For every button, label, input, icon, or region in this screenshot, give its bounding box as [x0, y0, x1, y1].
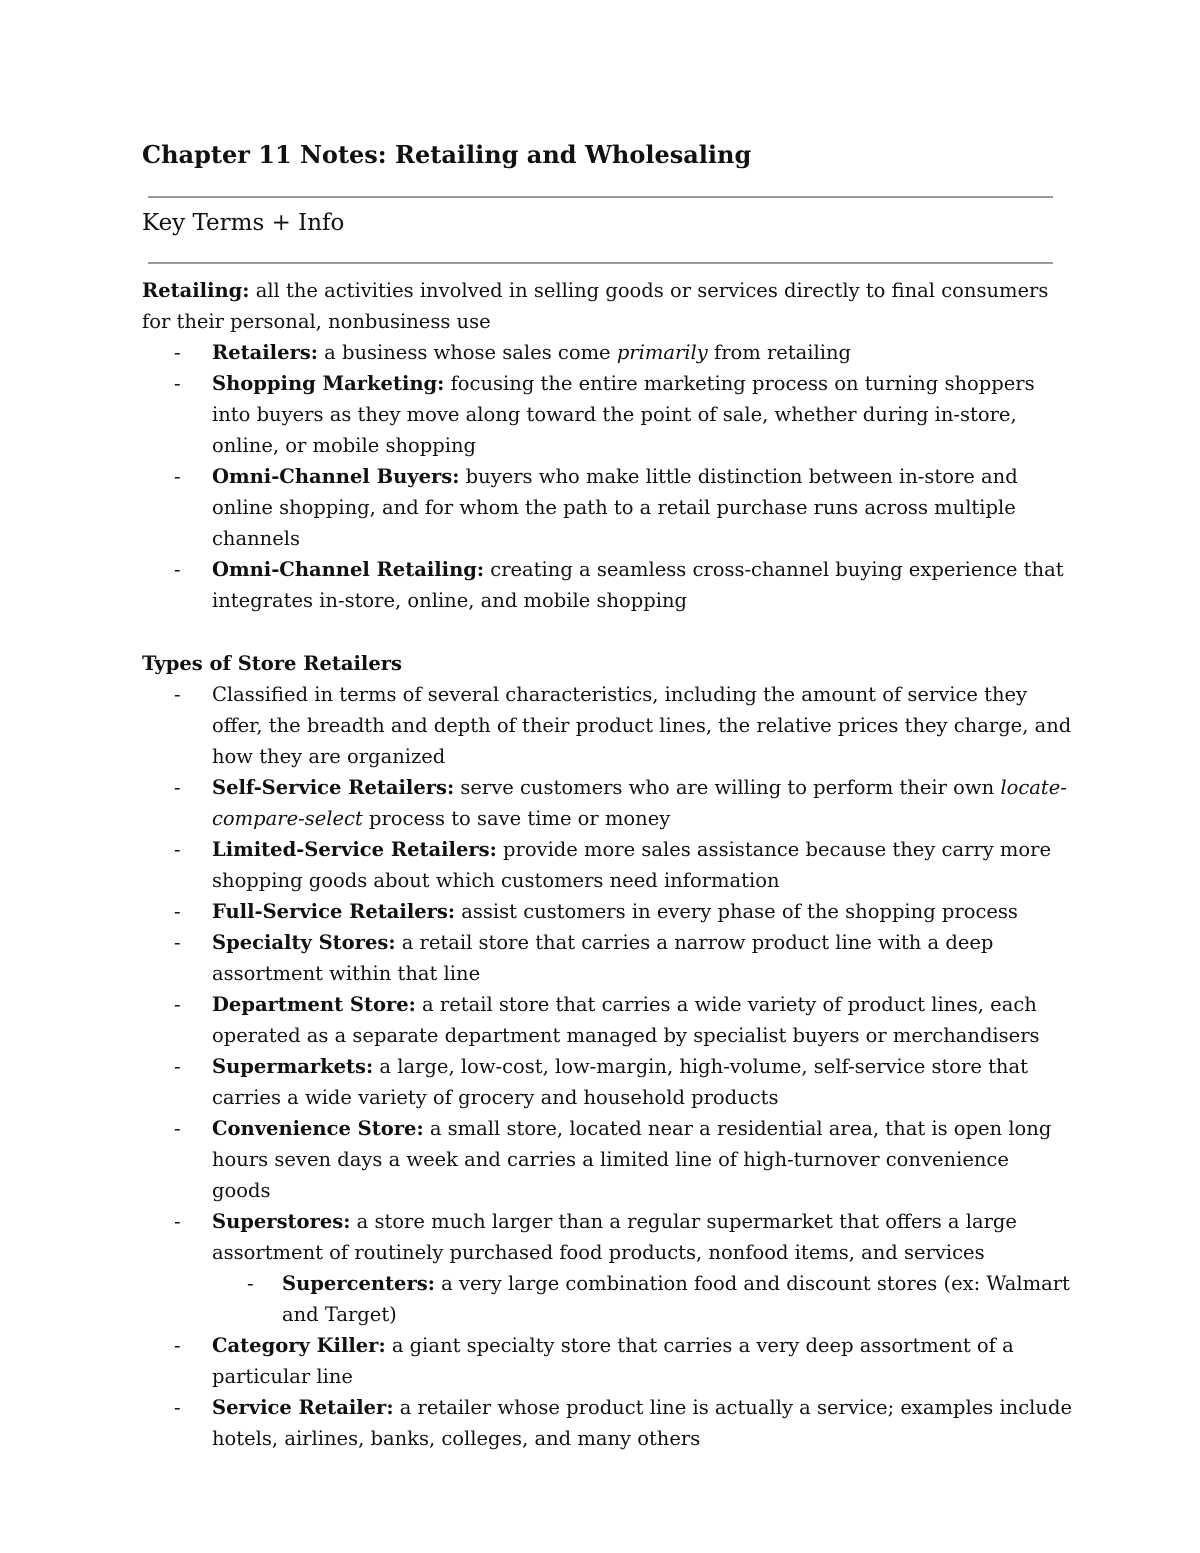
list-item — [142, 461, 1072, 554]
list-item — [142, 1051, 1072, 1113]
dash-bullet: - — [174, 1210, 181, 1233]
term-label: Omni-Channel Buyers: — [212, 465, 460, 488]
dash-bullet: - — [174, 931, 181, 954]
list-item — [142, 554, 1072, 616]
list-item — [212, 1268, 1072, 1330]
term-definition: a business whose sales come — [317, 341, 617, 364]
dash-bullet: - — [174, 341, 181, 364]
term-label: Omni-Channel Retailing: — [212, 558, 485, 581]
term-label: Retailing: — [142, 279, 250, 302]
list-item — [142, 337, 1072, 368]
term-definition: a large, low-cost, low-margin, high-volume, self-service store that carries a wide variety of grocery and household products — [212, 1055, 1028, 1109]
term-label: Supercenters: — [282, 1272, 435, 1295]
emphasis-text: locate-compare-select — [212, 776, 1067, 830]
list-item-text: Classified in terms of several characteristics, including the amount of service they offer, the breadth and depth of their product lines, the relative prices they charge, and how they are organized — [212, 683, 1072, 768]
section-heading: Types of Store Retailers — [142, 652, 402, 675]
dash-bullet: - — [174, 465, 181, 488]
dash-bullet: - — [174, 1117, 181, 1140]
emphasis-text: primarily — [616, 341, 708, 364]
list-item — [142, 368, 1072, 461]
list-item — [142, 927, 1072, 989]
document-body — [142, 275, 1072, 1454]
dash-bullet: - — [174, 372, 181, 395]
term-definition: a store much larger than a regular supermarket that offers a large assortment of routinely purchased food products, nonfood items, and services — [212, 1210, 1017, 1264]
term-definition: assist customers in every phase of the shopping process — [455, 900, 1018, 923]
term-label: Retailers: — [212, 341, 318, 364]
horizontal-rule — [148, 262, 1053, 264]
dash-bullet: - — [174, 1055, 181, 1078]
term-definition: creating a seamless cross-channel buying experience that integrates in-store, online, and mobile shopping — [212, 558, 1064, 612]
term-definition: provide more sales assistance because they carry more shopping goods about which customers need information — [212, 838, 1052, 892]
term-definition: a retailer whose product line is actually a service; examples include hotels, airlines, banks, colleges, and many others — [212, 1396, 1072, 1450]
list-item — [142, 896, 1072, 927]
dash-bullet: - — [174, 683, 181, 706]
term-definition: a retail store that carries a wide variety of product lines, each operated as a separate department managed by specialist buyers or merchandisers — [212, 993, 1040, 1047]
retailing-terms-list — [142, 337, 1072, 616]
list-item — [142, 1330, 1072, 1392]
term-label: Shopping Marketing: — [212, 372, 445, 395]
list-item — [142, 1113, 1072, 1206]
horizontal-rule — [148, 196, 1053, 198]
term-definition: buyers who make little distinction between in-store and online shopping, and for whom the path to a retail purchase runs across multiple channels — [212, 465, 1018, 550]
term-definition: serve customers who are willing to perform their own — [454, 776, 1001, 799]
dash-bullet: - — [174, 558, 181, 581]
term-definition: a retail store that carries a narrow product line with a deep assortment within that line — [212, 931, 994, 985]
dash-bullet: - — [174, 1334, 181, 1357]
term-label: Category Killer: — [212, 1334, 386, 1357]
retailing-definition — [142, 275, 1072, 337]
term-label: Department Store: — [212, 993, 416, 1016]
term-label: Superstores: — [212, 1210, 351, 1233]
page-title: Chapter 11 Notes: Retailing and Wholesaling — [142, 140, 752, 169]
list-item — [142, 772, 1072, 834]
term-label: Supermarkets: — [212, 1055, 374, 1078]
dash-bullet: - — [247, 1272, 254, 1295]
term-label: Self-Service Retailers: — [212, 776, 455, 799]
dash-bullet: - — [174, 1396, 181, 1419]
section-subtitle: Key Terms + Info — [142, 210, 345, 236]
store-types-list — [142, 679, 1072, 1454]
term-label: Full-Service Retailers: — [212, 900, 456, 923]
list-item — [142, 679, 1072, 772]
dash-bullet: - — [174, 776, 181, 799]
dash-bullet: - — [174, 900, 181, 923]
term-label: Limited-Service Retailers: — [212, 838, 497, 861]
term-definition: process to save time or money — [362, 807, 671, 830]
list-item — [142, 1392, 1072, 1454]
term-definition: focusing the entire marketing process on turning shoppers into buyers as they move along toward the point of sale, whether during in-store, online, or mobile shopping — [212, 372, 1035, 457]
term-definition: from retailing — [707, 341, 852, 364]
term-label: Convenience Store: — [212, 1117, 424, 1140]
term-definition: all the activities involved in selling goods or services directly to final consumers for their personal, nonbusiness use — [142, 279, 1049, 333]
list-item — [142, 1206, 1072, 1330]
list-item — [142, 989, 1072, 1051]
list-item — [142, 834, 1072, 896]
dash-bullet: - — [174, 993, 181, 1016]
term-definition: a very large combination food and discount stores (ex: Walmart and Target) — [282, 1272, 1070, 1326]
term-label: Specialty Stores: — [212, 931, 396, 954]
term-definition: a giant specialty store that carries a very deep assortment of a particular line — [212, 1334, 1014, 1388]
term-definition: a small store, located near a residential area, that is open long hours seven days a week and carries a limited line of high-turnover convenience goods — [212, 1117, 1052, 1202]
nested-list — [212, 1268, 1072, 1330]
dash-bullet: - — [174, 838, 181, 861]
term-label: Service Retailer: — [212, 1396, 394, 1419]
